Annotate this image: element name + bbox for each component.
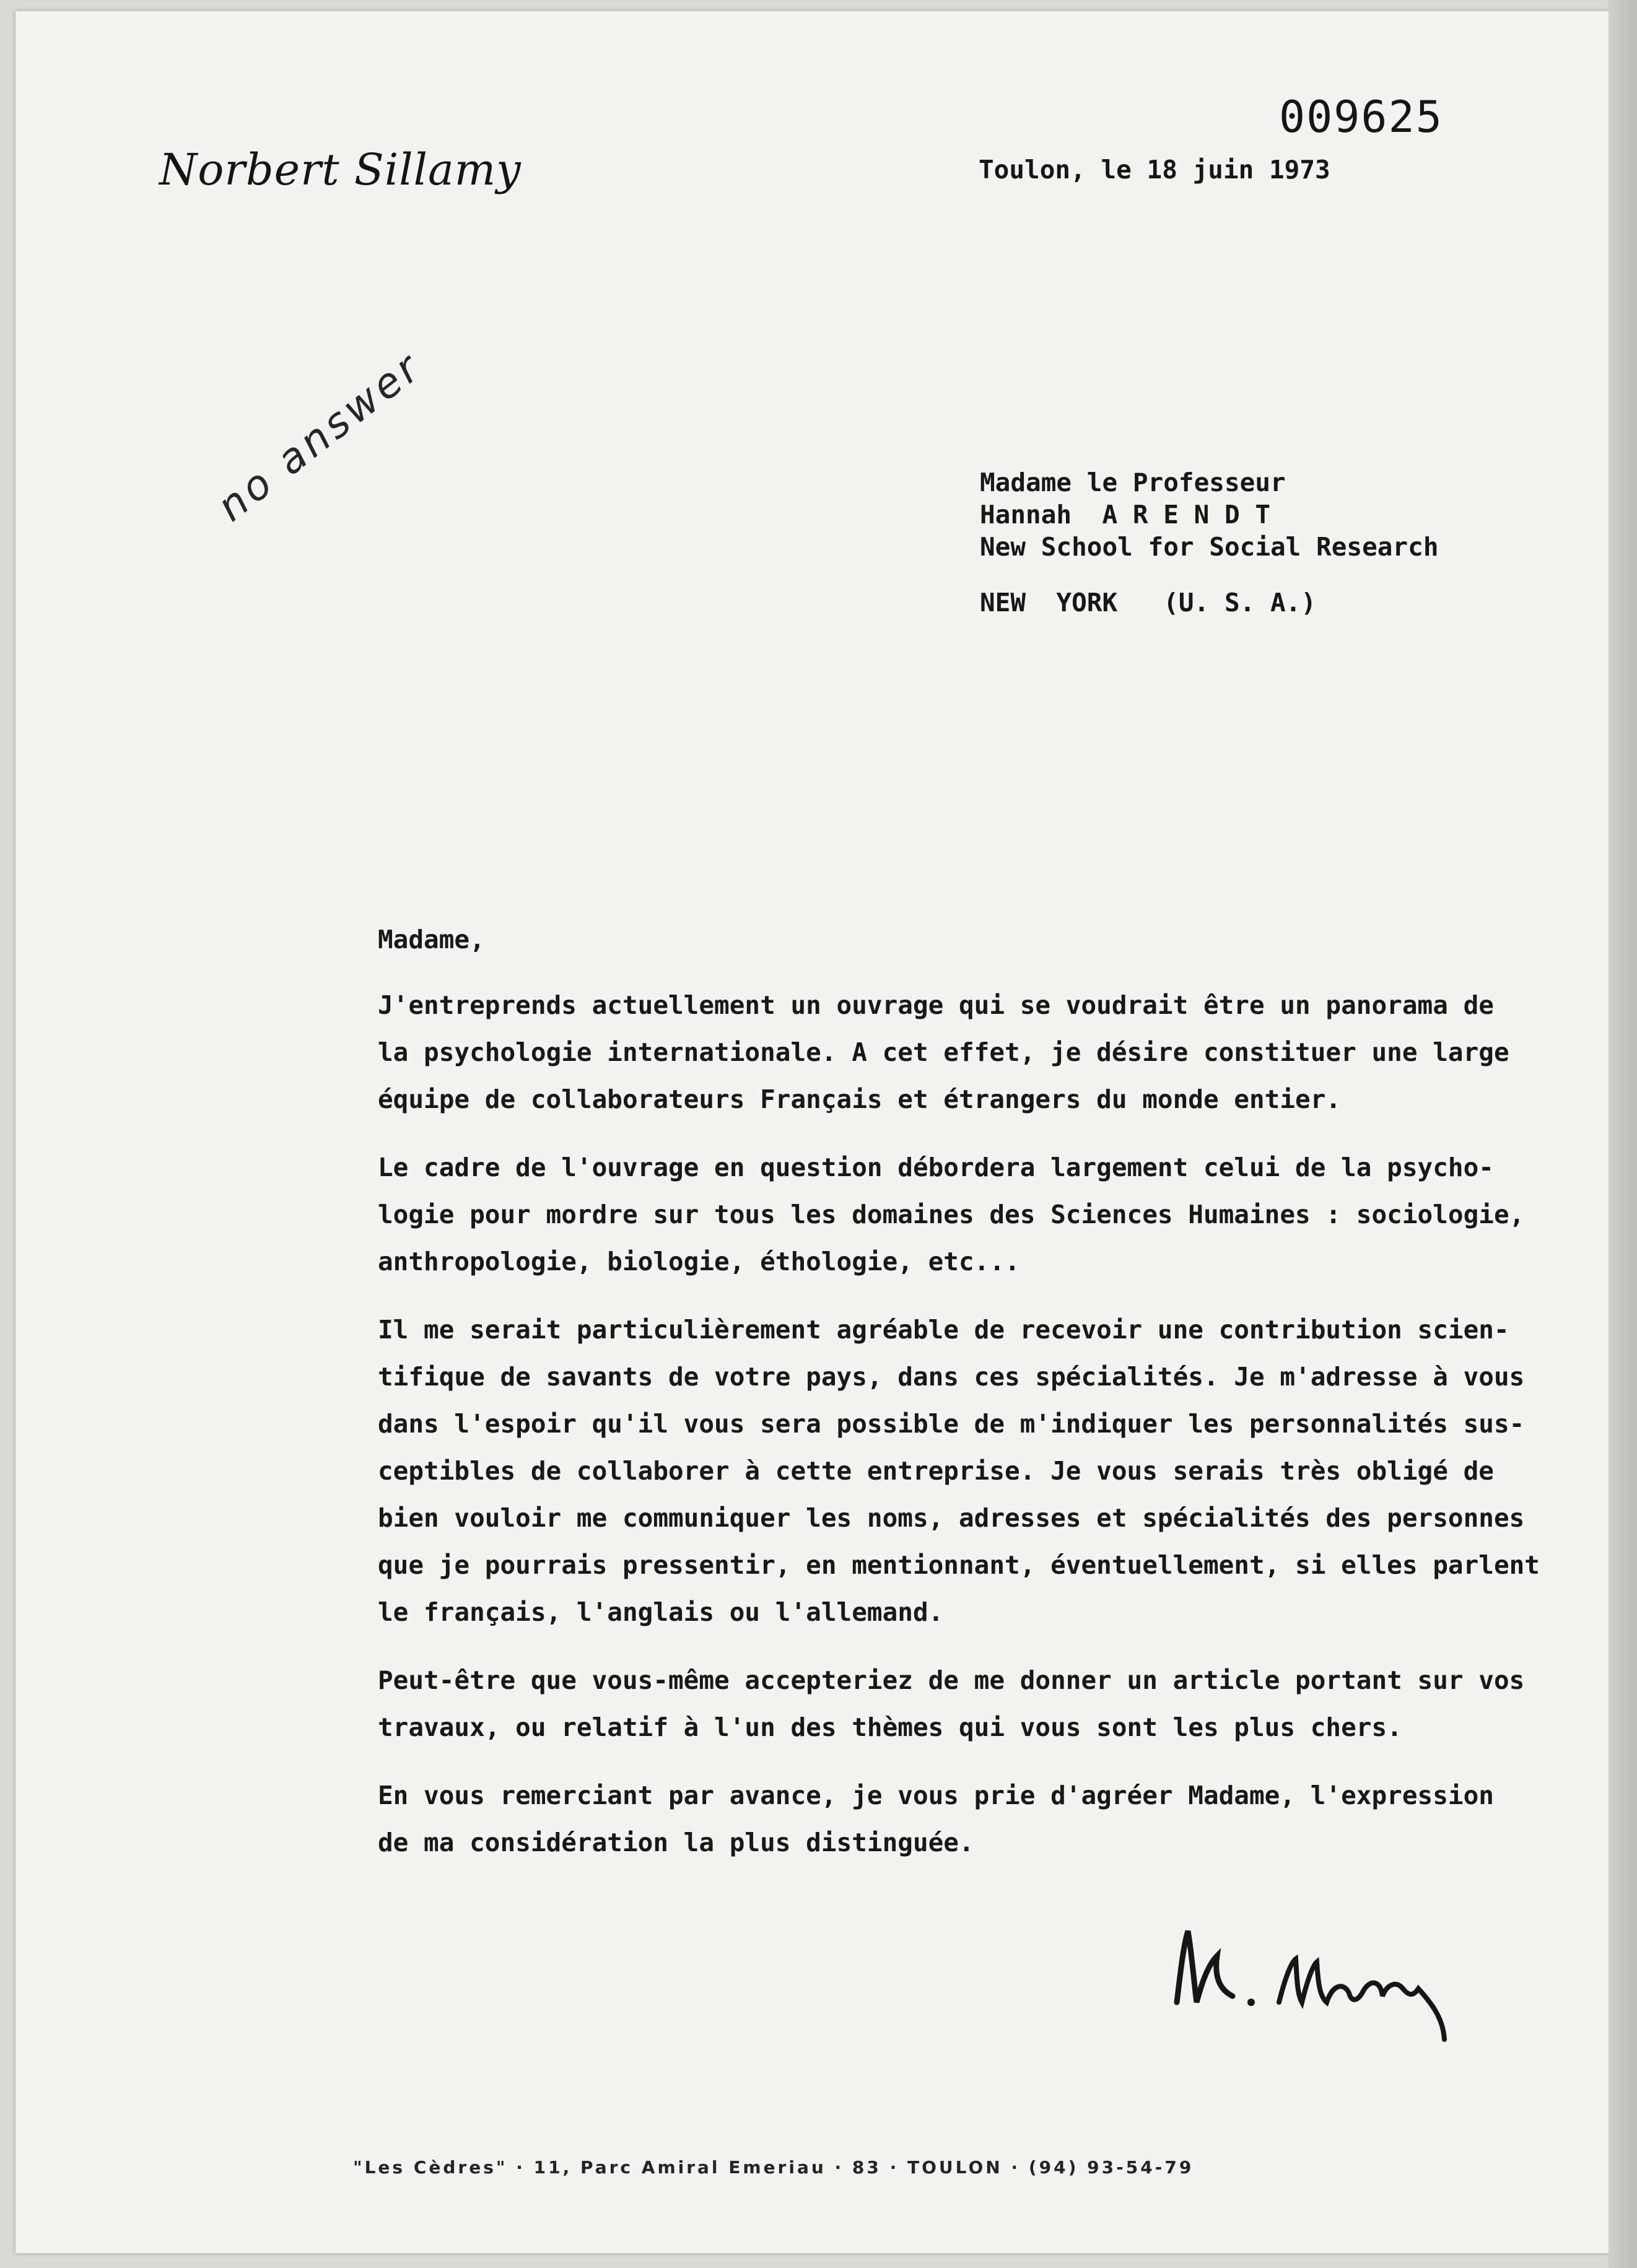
text-line: dans l'espoir qu'il vous sera possible de m'indiquer les personnalités sus- [378, 1409, 1525, 1439]
address-city: NEW YORK (U. S. A.) [980, 588, 1317, 617]
text-line: J'entreprends actuellement un ouvrage qui se voudrait être un panorama de [378, 990, 1494, 1020]
text-line: anthropologie, biologie, éthologie, etc... [378, 1247, 1020, 1276]
letter-page [15, 11, 1620, 2253]
text-line: que je pourrais pressentir, en mentionnant, éventuellement, si elles parlent [378, 1550, 1540, 1580]
paragraph [378, 1306, 1555, 1636]
text-line: travaux, ou relatif à l'un des thèmes qui vous sont les plus chers. [378, 1712, 1402, 1742]
text-line: équipe de collaborateurs Français et étrangers du monde entier. [378, 1084, 1342, 1114]
address-line: Madame le Professeur [980, 468, 1286, 497]
document-number: 009625 [1279, 92, 1443, 142]
handwritten-signature [1164, 1909, 1486, 2061]
signature-scrawl [1164, 1909, 1486, 2058]
text-line: de ma considération la plus distinguée. [378, 1828, 974, 1857]
text-line: Il me serait particulièrement agréable de recevoir une contribution scien- [378, 1315, 1509, 1345]
address-line: Hannah A R E N D T [980, 500, 1270, 530]
text-line: bien vouloir me communiquer les noms, adresses et spécialités des personnes [378, 1503, 1525, 1533]
text-line: Le cadre de l'ouvrage en question débordera largement celui de la psycho- [378, 1153, 1494, 1182]
text-line: En vous remerciant par avance, je vous prie d'agréer Madame, l'expression [378, 1781, 1494, 1810]
dateline: Toulon, le 18 juin 1973 [979, 155, 1330, 185]
text-line: Peut-être que vous-même accepteriez de me donner un article portant sur vos [378, 1665, 1525, 1695]
recipient-address [980, 466, 1439, 619]
paragraph [378, 1772, 1555, 1866]
paragraph [378, 1657, 1555, 1751]
paragraph [378, 1144, 1555, 1285]
text-line: ceptibles de collaborer à cette entreprise. Je vous serais très obligé de [378, 1456, 1494, 1486]
address-line: New School for Social Research [980, 532, 1439, 562]
letterhead-name: Norbert Sillamy [159, 144, 522, 195]
text-line: logie pour mordre sur tous les domaines des Sciences Humaines : sociologie, [378, 1200, 1525, 1229]
text-line: la psychologie internationale. A cet effet, je désire constituer une large [378, 1037, 1509, 1067]
letter-body [378, 925, 1555, 1887]
handwritten-annotation: no answer [208, 342, 431, 531]
text-line: tifique de savants de votre pays, dans ces spécialités. Je m'adresse à vous [378, 1362, 1525, 1392]
letterhead-footer: "Les Cèdres" · 11, Parc Amiral Emeriau · 83 · TOULON · (94) 93-54-79 [353, 2157, 1194, 2178]
paragraph [378, 982, 1555, 1123]
page-edge-shadow [1609, 0, 1637, 2268]
salutation: Madame, [378, 925, 485, 954]
text-line: le français, l'anglais ou l'allemand. [378, 1597, 944, 1627]
